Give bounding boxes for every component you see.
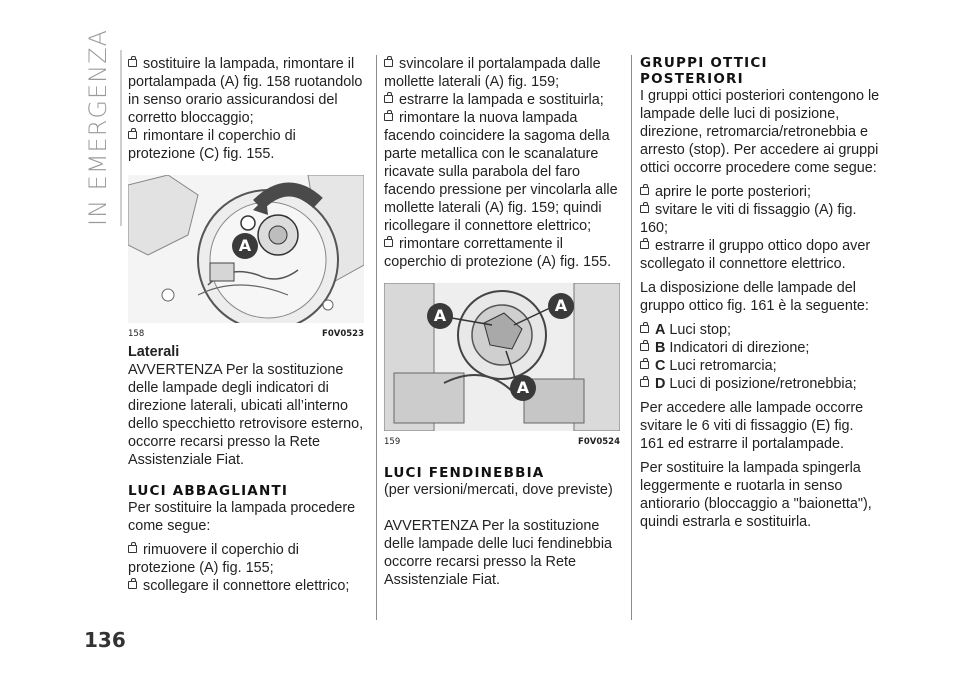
- column-1: [128, 55, 364, 595]
- bullet-text: rimontare la nuova lampada facendo coincidere la sagoma della parte metallica con le scanalature ricavate sulla parabola del faro facendo pressione per vincolarla alle mollette laterali (A) fig. 159; quindi ricollegare il connettore elettrico;: [384, 110, 618, 234]
- lamp-bullet-icon: [640, 241, 649, 249]
- bullet-item: [128, 577, 364, 595]
- bullet-text: svitare le viti di fissaggio (A) fig. 160;: [640, 202, 857, 236]
- lamp-description: Indicatori di direzione;: [669, 340, 810, 356]
- replace-lamp-text: Per sostituire la lampada spingerla leggermente e ruotarla in senso antiorario (bloccaggio a "baionetta"), quindi estrarla e sostituirla.: [640, 460, 872, 530]
- access-lamps-text: Per accedere alle lampade occorre svitare le 6 viti di fissaggio (E) fig. 161 ed estrarre il portalampade.: [640, 400, 864, 452]
- figure-callout-a-right: A: [548, 293, 574, 319]
- lamp-bullet-icon: [128, 581, 137, 589]
- column-divider: [376, 55, 377, 620]
- bullet-text: estrarre il gruppo ottico dopo aver scollegato il connettore elettrico.: [640, 238, 871, 272]
- figure-number: 158: [128, 329, 145, 339]
- bullet-item: [128, 541, 364, 577]
- lamp-bullet-icon: [384, 95, 393, 103]
- bullet-text: sostituire la lampada, rimontare il portalampada (A) fig. 158 ruotandolo in senso orario assicurandosi del corretto bloccaggio;: [128, 56, 363, 126]
- figure-159: [384, 283, 620, 451]
- lamp-bullet-icon: [128, 545, 137, 553]
- lamp-bullet-icon: [640, 361, 649, 369]
- figure-code: F0V0523: [322, 329, 364, 339]
- lamp-list-item: [640, 339, 880, 357]
- figure-callout-a-left: A: [427, 303, 453, 329]
- lamp-letter: C: [655, 358, 666, 374]
- figure-callout-a: A: [232, 233, 258, 259]
- gruppi-ottici-intro: I gruppi ottici posteriori contengono le lampade delle luci di posizione, direzione, retromarcia/retronebbia e arresto (stop). Per accedere ai gruppi ottici occorre procedere come segue:: [640, 88, 880, 176]
- lamp-bullet-icon: [640, 343, 649, 351]
- lamp-description: Luci retromarcia;: [669, 358, 777, 374]
- lamp-letter: D: [655, 376, 666, 392]
- bullet-item: [384, 109, 620, 235]
- lamp-bullet-icon: [384, 59, 393, 67]
- lamp-list-item: [640, 321, 880, 339]
- lamp-list-item: [640, 375, 880, 393]
- figure-159-image: [384, 283, 620, 431]
- figure-callout-a-bottom: A: [510, 375, 536, 401]
- lamp-bullet-icon: [640, 379, 649, 387]
- section-tab-rule: [120, 50, 122, 226]
- bullet-text: rimontare correttamente il coperchio di protezione (A) fig. 155.: [384, 236, 612, 270]
- luci-abbaglianti-heading: LUCI ABBAGLIANTI: [128, 483, 289, 499]
- lamp-description: Luci stop;: [669, 322, 732, 338]
- gruppi-ottici-heading-line1: GRUPPI OTTICI: [640, 55, 768, 71]
- bullet-text: svincolare il portalampada dalle mollette laterali (A) fig. 159;: [384, 56, 601, 90]
- laterali-text: AVVERTENZA Per la sostituzione delle lampade degli indicatori di direzione laterali, ubicati all’interno dello specchietto retrovisore esterno, occorre recarsi presso la Rete Assistenziale Fiat.: [128, 362, 364, 468]
- bullet-text: rimuovere il coperchio di protezione (A) fig. 155;: [128, 542, 299, 576]
- figure-158-image: [128, 175, 364, 323]
- lamp-bullet-icon: [640, 205, 649, 213]
- lamp-layout-text: La disposizione delle lampade del gruppo ottico fig. 161 è la seguente:: [640, 280, 869, 314]
- lamp-bullet-icon: [384, 239, 393, 247]
- abbaglianti-intro: Per sostituire la lampada procedere come segue:: [128, 500, 356, 534]
- bullet-text: scollegare il connettore elettrico;: [143, 578, 350, 594]
- bullet-item: [384, 55, 620, 91]
- bullet-item: [640, 237, 880, 273]
- fog-lamp-illustration: [384, 283, 620, 431]
- fendinebbia-note: (per versioni/mercati, dove previste): [384, 482, 613, 498]
- laterali-heading: Laterali: [128, 344, 180, 360]
- bullet-item: [384, 235, 620, 271]
- lamp-bullet-icon: [128, 131, 137, 139]
- bullet-text: rimontare il coperchio di protezione (C) fig. 155.: [128, 128, 296, 162]
- bullet-text: aprire le porte posteriori;: [655, 184, 811, 200]
- bullet-item: [384, 91, 620, 109]
- page-number: 136: [84, 628, 126, 652]
- section-tab: IN EMERGENZA: [84, 29, 112, 226]
- column-3: [640, 55, 880, 531]
- bullet-item: [128, 127, 364, 163]
- fendinebbia-text: AVVERTENZA Per la sostituzione delle lampade delle luci fendinebbia occorre recarsi presso la Rete Assistenziale Fiat.: [384, 518, 613, 588]
- lamp-bullet-icon: [128, 59, 137, 67]
- bullet-item: [128, 55, 364, 127]
- lamp-letter: B: [655, 340, 666, 356]
- figure-code: F0V0524: [578, 437, 620, 447]
- lamp-letter: A: [655, 322, 666, 338]
- figure-caption: [128, 325, 364, 343]
- figure-number: 159: [384, 437, 401, 447]
- lamp-description: Luci di posizione/retronebbia;: [669, 376, 857, 392]
- column-divider: [631, 55, 632, 620]
- lamp-bullet-icon: [640, 325, 649, 333]
- gruppi-ottici-heading-line2: POSTERIORI: [640, 71, 744, 87]
- figure-caption: [384, 433, 620, 451]
- lamp-bullet-icon: [384, 113, 393, 121]
- bullet-item: [640, 183, 880, 201]
- bullet-text: estrarre la lampada e sostituirla;: [399, 92, 604, 108]
- lamp-list-item: [640, 357, 880, 375]
- figure-158: [128, 175, 364, 343]
- column-2: [384, 55, 620, 589]
- bullet-item: [640, 201, 880, 237]
- lamp-bullet-icon: [640, 187, 649, 195]
- luci-fendinebbia-heading: LUCI FENDINEBBIA: [384, 465, 545, 481]
